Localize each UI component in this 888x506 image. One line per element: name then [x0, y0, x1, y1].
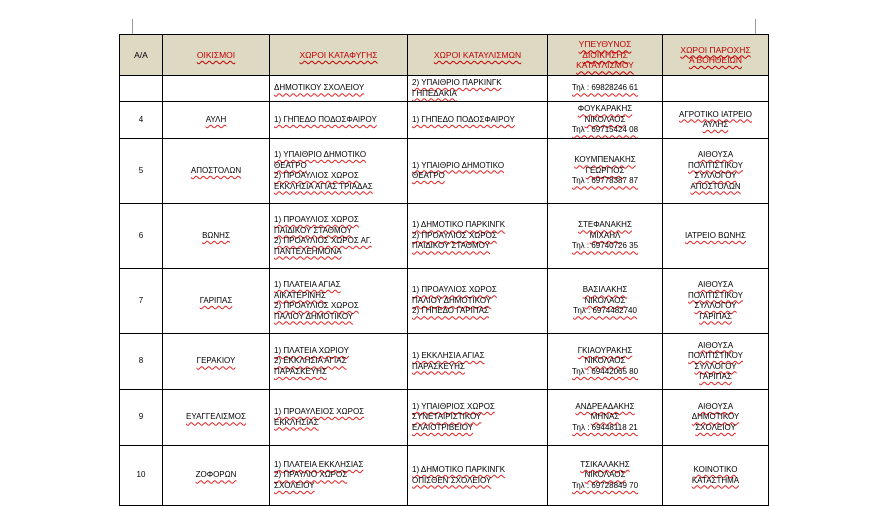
shelter-text: ΠΑΡΑΣΚΕΥΗΣ	[274, 366, 327, 376]
help-text: ΑΙΘΟΥΣΑ	[697, 150, 734, 159]
shelter-line	[274, 247, 403, 258]
table-row	[120, 102, 769, 139]
help-line	[667, 161, 764, 172]
shelter-table	[119, 34, 769, 506]
accommodation-line	[412, 412, 543, 423]
accommodation-text: 1) ΕΚΚΛΗΣΙΑ ΑΓΙΑΣ	[412, 351, 485, 360]
shelter-line	[274, 407, 403, 418]
cell-shelter	[270, 102, 408, 139]
shelter-text: 1) ΓΗΠΕΔΟ ΠΟΔΟΣΦΑΙΡΟΥ	[274, 114, 377, 124]
shelter-text: 2) ΕΚΚΛΗΣΙΑ ΑΓΙΑΣ	[274, 356, 347, 366]
table-row	[120, 139, 769, 204]
cell-accommodation	[408, 334, 548, 390]
help-text: ΑΠΟΣΤΟΛΩΝ	[690, 181, 741, 191]
shelter-text: 1) ΠΛΑΤΕΙΑ ΑΓΙΑΣ	[274, 280, 341, 289]
cell-help	[663, 446, 769, 506]
accommodation-line	[412, 465, 543, 476]
shelter-line	[274, 171, 403, 182]
accommodation-text: ΣΥΝΕΤΑΙΡΙΣΤΙΚΟΥ	[412, 412, 482, 422]
shelter-line	[274, 312, 403, 323]
cell-accommodation	[408, 446, 548, 506]
help-text: ΠΟΛΙΤΙΣΤΙΚΟΥ	[688, 160, 743, 170]
manager-line	[552, 166, 658, 177]
accommodation-line	[412, 351, 543, 362]
accommodation-line	[412, 78, 543, 89]
accommodation-line	[412, 296, 543, 307]
accommodation-text: ΠΑΙΔΙΚΟΥ ΣΤΑΘΜΟΥ	[412, 241, 490, 251]
manager-line	[552, 231, 658, 242]
cell-shelter	[270, 334, 408, 390]
shelter-text: 2) ΠΡΟΑΥΛΙΟΣ ΧΩΡΟΣ	[274, 171, 359, 180]
accommodation-line	[412, 285, 543, 296]
help-text: ΣΥΛΛΟΓΟΥ	[694, 361, 737, 371]
manager-line	[552, 470, 658, 481]
help-line	[667, 291, 764, 302]
help-line	[667, 301, 764, 312]
cell-help	[663, 102, 769, 139]
cell-manager	[548, 204, 663, 269]
manager-line	[552, 346, 658, 357]
accommodation-text: 1) ΠΡΟΑΥΛΙΟΣ ΧΩΡΟΣ	[412, 285, 497, 295]
header-manager-line: ΔΙΟΙΚΗΣΗΣ	[582, 49, 628, 60]
manager-line	[552, 423, 658, 434]
header-shelter: ΧΩΡΟΙ ΚΑΤΑΦΥΓΗΣ	[270, 35, 408, 76]
manager-text: Τηλ : 69740726 35	[571, 241, 639, 251]
table-row	[120, 204, 769, 269]
help-line	[667, 351, 764, 362]
table-row	[120, 334, 769, 390]
shelter-line	[274, 226, 403, 237]
manager-text: ΓΚΙΑΟΥΡΑΚΗΣ	[577, 345, 633, 355]
header-accommodation: ΧΩΡΟΙ ΚΑΤΑΥΛΙΣΜΩΝ	[408, 35, 548, 76]
help-line	[667, 312, 764, 323]
cell-settlement	[163, 334, 270, 390]
shelter-line	[274, 83, 403, 94]
accommodation-text: ΠΑΛΙΟΥ ΔΗΜΟΤΙΚΟΥ	[412, 295, 492, 305]
shelter-text: 1) ΥΠΑΙΘΡΙΟ ΔΗΜΟΤΙΚΟ	[274, 150, 367, 159]
cell-help	[663, 76, 769, 102]
accommodation-line	[412, 362, 543, 373]
accommodation-text: 2) ΥΠΑΙΘΡΙΟ ΠΑΡΚΙΝΓΚ	[412, 78, 502, 87]
help-line	[667, 341, 764, 352]
shelter-text: 1) ΠΡΟΑΥΛΙΟΣ ΧΩΡΟΣ	[274, 215, 359, 224]
cell-manager	[548, 269, 663, 334]
manager-line	[552, 125, 658, 136]
cell-shelter	[270, 76, 408, 102]
shelter-line	[274, 161, 403, 172]
manager-text: Τηλ : 69715424 08	[571, 125, 639, 135]
cell-manager	[548, 446, 663, 506]
manager-text: ΣΤΕΦΑΝΑΚΗΣ	[578, 220, 632, 230]
settlement-name: ΖΟΦΟΡΩΝ	[195, 470, 237, 480]
shelter-text: 1) ΠΛΑΤΕΙΑ ΧΩΡΙΟΥ	[274, 345, 349, 355]
cell-manager	[548, 139, 663, 204]
manager-line	[552, 460, 658, 471]
shelter-line	[274, 470, 403, 481]
shelter-text: 2) ΠΡΟΑΥΛΙΟΣ ΧΩΡΟΣ	[274, 301, 359, 310]
settlement-name: ΑΠΟΣΤΟΛΩΝ	[190, 165, 242, 175]
help-text: ΚΟΙΝΟΤΙΚΟ	[693, 465, 738, 474]
cell-accommodation	[408, 204, 548, 269]
shelter-line	[274, 115, 403, 126]
manager-line	[552, 220, 658, 231]
manager-text: ΝΙΚΟΛΑΟΣ	[584, 356, 626, 366]
help-text: ΚΑΤΑΣΤΗΜΑ	[691, 475, 740, 485]
manager-text: Τηλ : 69448118 21	[572, 422, 638, 432]
cell-shelter	[270, 446, 408, 506]
cell-shelter	[270, 269, 408, 334]
shelter-text: ΔΗΜΟΤΙΚΟΥ ΣΧΟΛΕΙΟΥ	[274, 83, 365, 93]
cell-number: 4	[120, 102, 163, 139]
manager-text: ΑΝΔΡΕΑΔΑΚΗΣ	[575, 401, 635, 411]
shelter-line	[274, 236, 403, 247]
accommodation-line	[412, 402, 543, 413]
help-line	[667, 171, 764, 182]
accommodation-line	[412, 220, 543, 231]
manager-line	[552, 296, 658, 307]
cell-number: 8	[120, 334, 163, 390]
shelter-line	[274, 346, 403, 357]
settlement-name: ΓΕΡΑΚΙΟΥ	[196, 356, 236, 366]
shelter-line	[274, 481, 403, 492]
accommodation-text: 1) ΓΗΠΕΔΟ ΠΟΔΟΣΦΑΙΡΟΥ	[412, 114, 515, 124]
shelter-text: ΣΧΟΛΕΙΟΥ	[274, 480, 315, 490]
help-text: ΓΑΡΙΠΑΣ	[699, 372, 732, 381]
shelter-text: ΘΕΑΤΡΟ	[274, 160, 307, 170]
settlement-name: ΒΩΝΗΣ	[202, 230, 230, 240]
cell-number: 9	[120, 390, 163, 446]
table-row	[120, 390, 769, 446]
manager-text: ΤΣΙΚΑΛΑΚΗΣ	[580, 459, 630, 469]
accommodation-text: ΘΕΑΤΡΟ	[412, 171, 445, 180]
accommodation-text: 1) ΔΗΜΟΤΙΚΟ ΠΑΡΚΙΝΓΚ	[412, 465, 506, 474]
header-help	[663, 35, 769, 76]
cell-settlement	[163, 139, 270, 204]
manager-line	[552, 412, 658, 423]
help-line	[667, 110, 764, 121]
shelter-text: 1) ΠΛΑΤΕΙΑ ΕΚΚΛΗΣΙΑΣ	[274, 459, 364, 469]
help-line	[667, 476, 764, 487]
page-margin-mark-left	[132, 19, 133, 35]
header-help-line: ΧΩΡΟΙ ΠΑΡΟΧΗΣ	[680, 44, 751, 55]
help-line	[667, 412, 764, 423]
page-margin-mark-right	[755, 19, 756, 35]
shelter-text: ΕΚΚΛΗΣΙΑ ΑΓΙΑΣ ΤΡΙΑΔΑΣ	[274, 181, 373, 191]
manager-text: Τηλ : 69778387 87	[571, 176, 639, 186]
cell-settlement	[163, 76, 270, 102]
accommodation-line	[412, 171, 543, 182]
table-row	[120, 76, 769, 102]
manager-line	[552, 83, 658, 94]
cell-help	[663, 139, 769, 204]
accommodation-line	[412, 161, 543, 172]
cell-shelter	[270, 139, 408, 204]
help-text: ΣΥΛΛΟΓΟΥ	[694, 171, 737, 180]
accommodation-text: ΟΠΙΣΘΕΝ ΣΧΟΛΕΙΟΥ	[412, 475, 492, 485]
shelter-line	[274, 356, 403, 367]
manager-line	[552, 481, 658, 492]
shelter-line	[274, 460, 403, 471]
cell-accommodation	[408, 102, 548, 139]
accommodation-text: 1) ΥΠΑΙΘΡΙΟΣ ΧΩΡΟΣ	[412, 401, 495, 411]
help-line	[667, 231, 764, 242]
table-row	[120, 446, 769, 506]
manager-line	[552, 241, 658, 252]
manager-text: Τηλ : 69442065 80	[571, 366, 639, 376]
manager-text: Τηλ : 69828246 61	[571, 83, 639, 93]
manager-line	[552, 356, 658, 367]
settlement-name: ΕΥΑΓΓΕΛΙΣΜΟΣ	[186, 412, 246, 422]
manager-text: ΒΑΣΙΛΑΚΗΣ	[582, 285, 628, 295]
shelter-line	[274, 291, 403, 302]
header-settlements: ΟΙΚΙΣΜΟΙ	[163, 35, 270, 76]
header-manager-line: ΥΠΕΥΘΥΝΟΣ	[578, 39, 632, 50]
cell-shelter	[270, 204, 408, 269]
manager-text: ΓΕΩΡΓΙΟΣ	[585, 165, 625, 175]
shelter-line	[274, 280, 403, 291]
manager-text: ΝΙΚΟΛΑΟΣ	[584, 295, 626, 305]
help-text: ΑΓΡΟΤΙΚΟ ΙΑΤΡΕΙΟ	[679, 109, 752, 119]
manager-text: ΚΟΥΜΠΕΝΑΚΗΣ	[574, 155, 636, 165]
manager-text: ΦΟΥΚΑΡΑΚΗΣ	[577, 104, 633, 114]
accommodation-line	[412, 423, 543, 434]
cell-settlement	[163, 204, 270, 269]
settlement-name: ΓΑΡΙΠΑΣ	[199, 295, 233, 305]
table-row	[120, 269, 769, 334]
manager-text: Τηλ : 69728849 70	[571, 480, 639, 490]
help-line	[667, 402, 764, 413]
help-line	[667, 372, 764, 383]
accommodation-line	[412, 231, 543, 242]
header-manager	[548, 35, 663, 76]
manager-text: ΝΙΚΟΛΑΟΣ	[584, 114, 626, 124]
help-text: ΣΥΛΛΟΓΟΥ	[694, 301, 737, 310]
help-text: ΓΑΡΙΠΑΣ	[699, 311, 732, 321]
help-line	[667, 280, 764, 291]
cell-help	[663, 390, 769, 446]
accommodation-text: ΕΛΑΙΟΤΡΙΒΕΙΟΥ	[412, 422, 474, 432]
shelter-text: ΑΙΚΑΤΕΡΙΝΗΣ	[274, 290, 326, 300]
cell-number: 6	[120, 204, 163, 269]
shelter-line	[274, 301, 403, 312]
manager-line	[552, 176, 658, 187]
help-text: ΙΑΤΡΕΙΟ ΒΩΝΗΣ	[684, 230, 746, 240]
accommodation-line	[412, 241, 543, 252]
shelter-text: 2) ΠΡΑΥΛΙΟ ΧΩΡΟΣ	[274, 470, 348, 480]
manager-line	[552, 155, 658, 166]
table-body	[120, 76, 769, 506]
accommodation-line	[412, 89, 543, 100]
table-header-row	[120, 35, 769, 76]
manager-line	[552, 285, 658, 296]
manager-line	[552, 115, 658, 126]
accommodation-text: 2) ΓΗΠΕΔΟ ΓΑΡΙΠΑΣ	[412, 306, 489, 316]
accommodation-line	[412, 115, 543, 126]
accommodation-line	[412, 306, 543, 317]
help-text: ΑΥΛΗΣ	[702, 120, 729, 129]
cell-manager	[548, 102, 663, 139]
shelter-text: ΠΑΝΤΕΛΕΗΜΟΝΑ	[274, 246, 342, 256]
help-line	[667, 150, 764, 161]
manager-text: ΜΙΧΑΗΛ	[589, 230, 621, 240]
cell-accommodation	[408, 390, 548, 446]
help-text: ΔΗΜΟΤΙΚΟΥ	[691, 412, 740, 422]
cell-help	[663, 269, 769, 334]
help-line	[667, 362, 764, 373]
shelter-line	[274, 182, 403, 193]
manager-text: ΜΗΝΑΣ	[590, 412, 620, 422]
header-manager-line: ΚΑΤΑΥΛΙΣΜΟΥ	[576, 60, 634, 71]
accommodation-text: 2) ΠΡΟΑΥΛΙΟΣ ΧΩΡΟΣ	[412, 230, 497, 240]
cell-accommodation	[408, 139, 548, 204]
accommodation-line	[412, 476, 543, 487]
shelter-text: ΠΑΙΔΙΚΟΥ ΣΤΑΘΜΟΥ	[274, 225, 352, 235]
help-line	[667, 182, 764, 193]
help-text: ΣΧΟΛΕΙΟΥ	[695, 422, 736, 432]
cell-number: 7	[120, 269, 163, 334]
accommodation-text: ΓΗΠΕΔΑΚΙΑ	[412, 88, 457, 98]
accommodation-text: ΠΑΡΑΣΚΕΥΗΣ	[412, 361, 465, 371]
cell-shelter	[270, 390, 408, 446]
cell-accommodation	[408, 76, 548, 102]
cell-help	[663, 334, 769, 390]
help-text: ΑΙΘΟΥΣΑ	[697, 340, 734, 350]
help-line	[667, 423, 764, 434]
cell-manager	[548, 76, 663, 102]
cell-settlement	[163, 390, 270, 446]
shelter-line	[274, 150, 403, 161]
manager-line	[552, 104, 658, 115]
shelter-text: ΕΚΚΛΗΣΙΑΣ	[274, 417, 319, 427]
cell-settlement	[163, 269, 270, 334]
cell-accommodation	[408, 269, 548, 334]
accommodation-text: 1) ΥΠΑΙΘΡΙΟ ΔΗΜΟΤΙΚΟ	[412, 160, 505, 170]
help-line	[667, 120, 764, 131]
shelter-line	[274, 367, 403, 378]
header-help-line: Α ΒΟΗΘΕΙΩΝ	[688, 55, 743, 65]
manager-line	[552, 402, 658, 413]
cell-manager	[548, 390, 663, 446]
help-text: ΑΙΘΟΥΣΑ	[697, 280, 734, 289]
cell-number: 10	[120, 446, 163, 506]
help-line	[667, 465, 764, 476]
manager-line	[552, 306, 658, 317]
cell-number: 5	[120, 139, 163, 204]
settlement-name: ΑΥΛΗ	[205, 114, 227, 124]
manager-line	[552, 367, 658, 378]
cell-manager	[548, 334, 663, 390]
help-text: ΑΙΘΟΥΣΑ	[697, 401, 734, 411]
cell-settlement	[163, 102, 270, 139]
cell-help	[663, 204, 769, 269]
shelter-line	[274, 418, 403, 429]
shelter-text: 2) ΠΡΟΑΥΛΙΟΣ ΧΩΡΟΣ ΑΓ.	[274, 236, 372, 245]
cell-number	[120, 76, 163, 102]
accommodation-text: 1) ΔΗΜΟΤΙΚΟ ΠΑΡΚΙΝΓΚ	[412, 220, 506, 230]
header-aa: Α/Α	[120, 35, 163, 76]
shelter-line	[274, 215, 403, 226]
manager-text: Τηλ : 6974482740	[573, 306, 637, 316]
shelter-text: ΠΑΛΙΟΥ ΔΗΜΟΤΙΚΟΥ	[274, 311, 354, 321]
help-text: ΠΟΛΙΤΙΣΤΙΚΟΥ	[688, 290, 743, 300]
manager-text: ΝΙΚΟΛΑΟΣ	[584, 470, 626, 480]
help-text: ΠΟΛΙΤΙΣΤΙΚΟΥ	[688, 351, 743, 360]
shelter-text: 1) ΠΡΟΑΥΛΕΙΟΣ ΧΩΡΟΣ	[274, 407, 365, 416]
cell-settlement	[163, 446, 270, 506]
